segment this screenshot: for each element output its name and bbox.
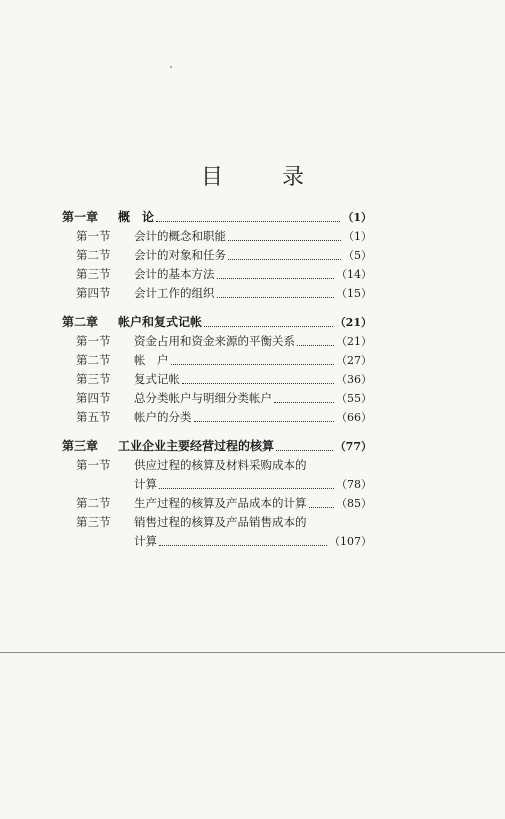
toc-page: （77） [334,440,372,453]
toc-number: 第四节 [76,391,111,405]
toc-title: 帐户和复式记帐 [118,315,203,329]
toc-page: （14） [336,268,372,281]
toc-entry-continuation [62,532,372,551]
toc-page: （1） [343,230,372,243]
toc-page: （21） [336,335,372,348]
toc-page: （85） [336,497,372,510]
toc-page: （107） [329,535,372,548]
toc-title: 会计的基本方法 [134,267,215,281]
toc-entry-continuation [62,475,372,494]
toc-number: 第二节 [76,248,111,262]
dot-leader [276,449,333,451]
table-of-contents [62,208,372,551]
toc-entry [62,284,372,303]
toc-entry [62,389,372,408]
toc-page: （5） [343,249,372,262]
dot-leader [156,220,340,222]
toc-page: （1） [342,211,372,224]
dot-leader [159,544,327,546]
toc-number: 第二节 [76,496,111,510]
dot-leader [194,420,335,422]
dot-leader [274,401,334,403]
toc-number: 第三节 [76,372,111,386]
toc-number: 第三节 [76,515,111,529]
toc-title: 会计的概念和职能 [134,229,226,243]
toc-entry [62,227,372,246]
toc-title: 工业企业主要经营过程的核算 [118,439,275,453]
toc-number: 第四节 [76,286,111,300]
dot-leader [182,382,334,384]
toc-title: 帐 户 [134,353,169,367]
toc-number: 第三节 [76,267,111,281]
dot-leader [159,487,334,489]
toc-number: 第五节 [76,410,111,424]
toc-entry [62,332,372,351]
toc-entry [62,513,372,532]
toc-page: （66） [336,411,372,424]
toc-entry [62,351,372,370]
dot-leader [171,363,335,365]
toc-title: 总分类帐户与明细分类帐户 [134,391,272,405]
toc-number: 第二节 [76,353,111,367]
toc-title: 会计工作的组织 [134,286,215,300]
toc-title: 会计的对象和任务 [134,248,226,262]
paper-speck [170,66,172,68]
toc-entry [62,313,372,332]
dot-leader [309,506,335,508]
dot-leader [228,258,341,260]
toc-number: 第一节 [76,334,111,348]
toc-page: （55） [336,392,372,405]
toc-number: 第三章 [62,439,99,453]
toc-entry [62,246,372,265]
toc-entry [62,265,372,284]
toc-title: 复式记帐 [134,372,180,386]
page-title: 目 录 [201,165,330,190]
toc-title: 概 论 [118,210,155,224]
toc-title: 计算 [134,534,157,548]
toc-page: （78） [336,478,372,491]
toc-number: 第二章 [62,315,99,329]
dot-leader [217,296,335,298]
toc-entry [62,208,372,227]
toc-entry [62,494,372,513]
toc-page: （27） [336,354,372,367]
toc-entry [62,370,372,389]
toc-number: 第一节 [76,458,111,472]
toc-page: （36） [336,373,372,386]
toc-title: 生产过程的核算及产品成本的计算 [134,496,307,510]
toc-number: 第一章 [62,210,99,224]
dot-leader [228,239,341,241]
toc-number: 第一节 [76,229,111,243]
toc-title: 帐户的分类 [134,410,192,424]
page-bottom-rule [0,652,505,653]
toc-entry [62,437,372,456]
toc-entry [62,456,372,475]
toc-page: （21） [334,316,372,329]
toc-title: 销售过程的核算及产品销售成本的 [134,515,307,529]
toc-title: 资金占用和资金来源的平衡关系 [134,334,295,348]
toc-title: 供应过程的核算及材料采购成本的 [134,458,307,472]
toc-page: （15） [336,287,372,300]
toc-entry [62,408,372,427]
dot-leader [217,277,335,279]
toc-title: 计算 [134,477,157,491]
dot-leader [297,344,334,346]
dot-leader [204,325,333,327]
